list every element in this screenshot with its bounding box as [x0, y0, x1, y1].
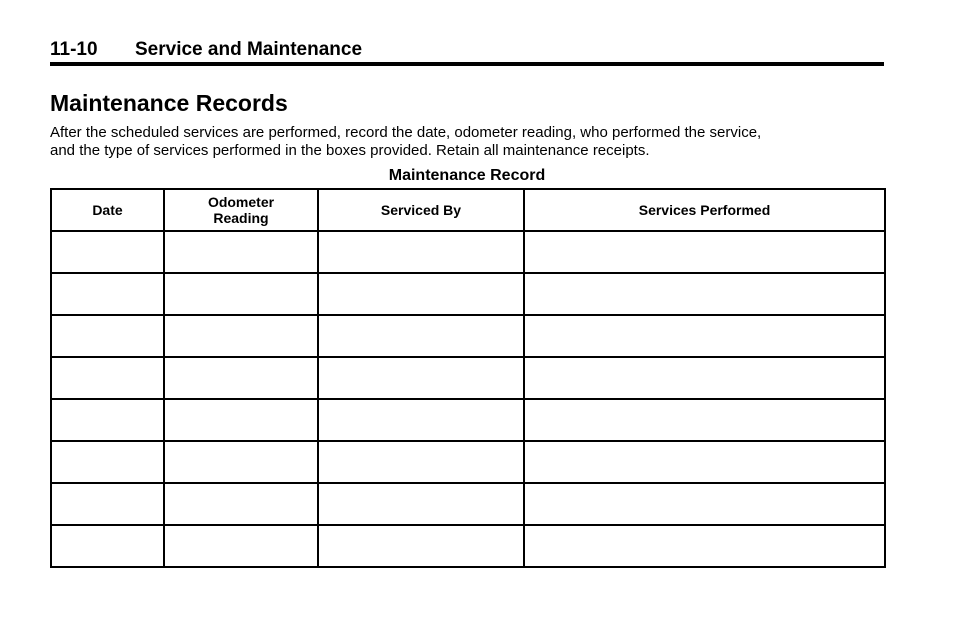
table-row — [51, 273, 885, 315]
intro-line: and the type of services performed in the boxes provided. Retain all maintenance receipts. — [50, 142, 650, 159]
cell-date[interactable] — [51, 357, 164, 399]
header-odometer-reading — [164, 189, 318, 231]
cell-serviced-by[interactable] — [318, 483, 524, 525]
cell-services-performed[interactable] — [524, 273, 885, 315]
table-row — [51, 525, 885, 567]
cell-serviced-by[interactable] — [318, 441, 524, 483]
section-title: Maintenance Records — [50, 90, 288, 116]
cell-services-performed[interactable] — [524, 483, 885, 525]
maintenance-record-table — [50, 188, 886, 568]
cell-serviced-by[interactable] — [318, 357, 524, 399]
cell-serviced-by[interactable] — [318, 525, 524, 567]
intro-line: After the scheduled services are performed, record the date, odometer reading, who performed the service, — [50, 124, 762, 141]
cell-serviced-by[interactable] — [318, 315, 524, 357]
header-serviced-by: Serviced By — [318, 189, 524, 231]
cell-services-performed[interactable] — [524, 441, 885, 483]
table-row — [51, 231, 885, 273]
cell-date[interactable] — [51, 399, 164, 441]
cell-date[interactable] — [51, 231, 164, 273]
table-row — [51, 483, 885, 525]
cell-odometer-reading[interactable] — [164, 441, 318, 483]
cell-services-performed[interactable] — [524, 231, 885, 273]
cell-services-performed[interactable] — [524, 315, 885, 357]
cell-odometer-reading[interactable] — [164, 273, 318, 315]
cell-serviced-by[interactable] — [318, 399, 524, 441]
header-date: Date — [51, 189, 164, 231]
running-header — [50, 38, 884, 62]
table-row — [51, 399, 885, 441]
cell-odometer-reading[interactable] — [164, 357, 318, 399]
header-services-performed: Services Performed — [524, 189, 885, 231]
cell-date[interactable] — [51, 525, 164, 567]
chapter-title: Service and Maintenance — [135, 39, 363, 60]
cell-odometer-reading[interactable] — [164, 399, 318, 441]
page-number: 11-10 — [50, 39, 98, 60]
cell-odometer-reading[interactable] — [164, 231, 318, 273]
cell-services-performed[interactable] — [524, 357, 885, 399]
cell-serviced-by[interactable] — [318, 231, 524, 273]
header-odometer-line: Reading — [213, 210, 269, 226]
table-caption: Maintenance Record — [388, 167, 546, 184]
cell-date[interactable] — [51, 441, 164, 483]
cell-odometer-reading[interactable] — [164, 483, 318, 525]
table-row — [51, 441, 885, 483]
table-row — [51, 357, 885, 399]
cell-date[interactable] — [51, 273, 164, 315]
table-body — [51, 231, 885, 567]
header-odometer-line: Odometer — [207, 194, 275, 210]
table-row — [51, 315, 885, 357]
intro-paragraph — [50, 124, 870, 160]
cell-date[interactable] — [51, 483, 164, 525]
cell-services-performed[interactable] — [524, 525, 885, 567]
cell-odometer-reading[interactable] — [164, 525, 318, 567]
table-header-row — [51, 189, 885, 231]
cell-serviced-by[interactable] — [318, 273, 524, 315]
header-rule — [50, 62, 884, 66]
cell-odometer-reading[interactable] — [164, 315, 318, 357]
cell-date[interactable] — [51, 315, 164, 357]
cell-services-performed[interactable] — [524, 399, 885, 441]
